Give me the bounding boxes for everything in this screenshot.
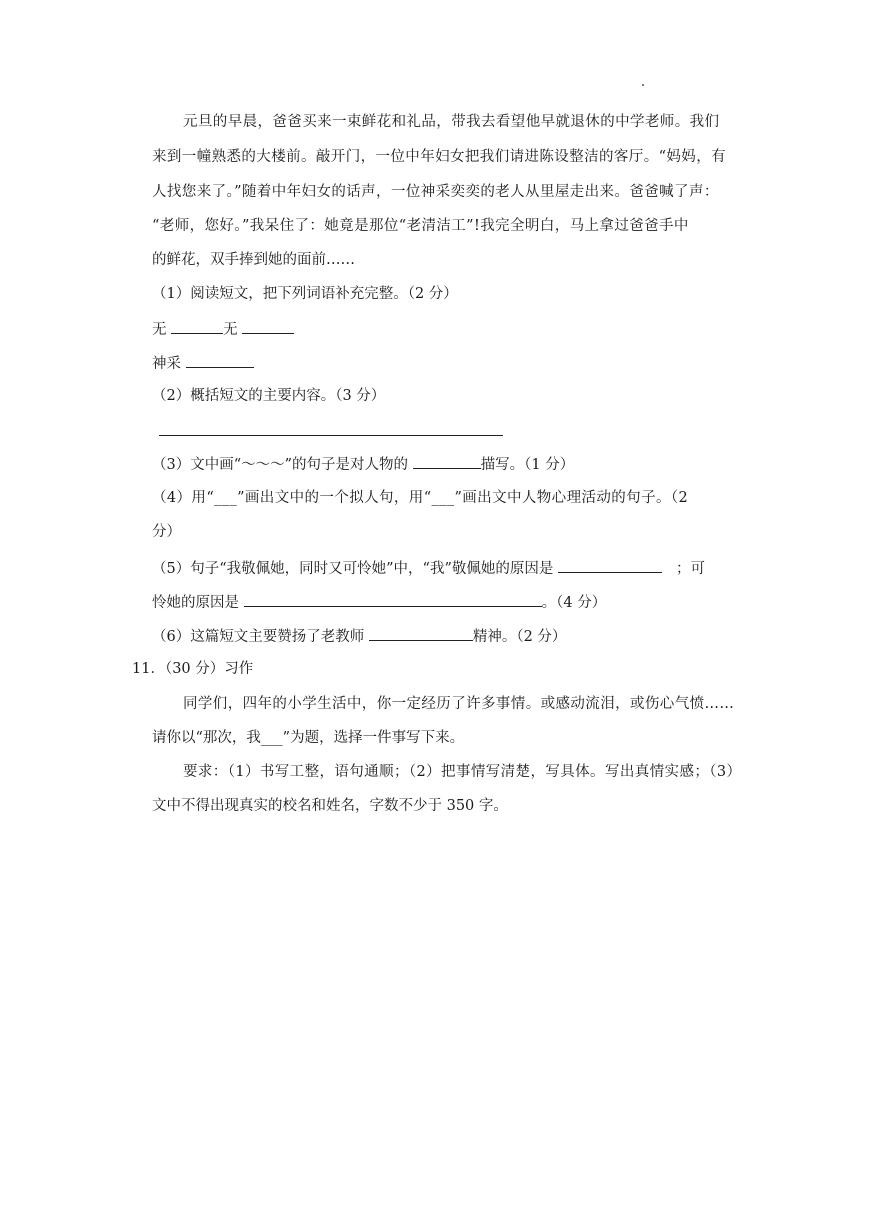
question-3 bbox=[152, 453, 574, 475]
question-1-word-row bbox=[152, 318, 294, 340]
section-11-para-1-line-1: 同学们，四年的小学生活中，你一定经历了许多事情。或感动流泪，或伤心气愤…… bbox=[183, 696, 735, 712]
passage-line-4: “老师，您好。”我呆住了：她竟是那位“老清洁工”!我完全明白，马上拿过爸爸手中 bbox=[152, 218, 689, 234]
q1-word-prefix-3: 神采 bbox=[152, 356, 186, 372]
q1-word-prefix-1: 无 bbox=[152, 322, 172, 338]
q1-blank-3[interactable] bbox=[186, 352, 254, 368]
question-2: （2）概括短文的主要内容。（3 分） bbox=[152, 388, 386, 404]
passage-line-3: 人找您来了。”随着中年妇女的话声，一位神采奕奕的老人从里屋走出来。爸爸喊了声： bbox=[152, 184, 719, 200]
passage-line-5: 的鲜花，双手捧到她的面前…… bbox=[152, 252, 355, 268]
section-11-para-1-line-2: 请你以“那次，我___”为题，选择一件事写下来。 bbox=[152, 730, 465, 746]
q3-text-pre: （3）文中画“～～～”的句子是对人物的 bbox=[152, 457, 413, 473]
q6-blank[interactable] bbox=[369, 625, 473, 641]
question-1: （1）阅读短文，把下列词语补充完整。（2 分） bbox=[152, 286, 458, 302]
q5-line2-pre: 怜她的原因是 bbox=[152, 595, 244, 611]
q1-word-prefix-2: 无 bbox=[223, 322, 243, 338]
question-4-line-2: 分） bbox=[152, 524, 181, 540]
q6-text-pre: （6）这篇短文主要赞扬了老教师 bbox=[152, 629, 369, 645]
q5-text-pre: （5）句子“我敬佩她，同时又可怜她”中，“我”敬佩她的原因是 bbox=[152, 561, 558, 577]
passage-line-2: 来到一幢熟悉的大楼前。敲开门，一位中年妇女把我们请进陈设整洁的客厅。“妈妈，有 bbox=[152, 149, 727, 165]
section-11-heading: 11．（30 分）习作 bbox=[132, 661, 254, 677]
q3-blank[interactable] bbox=[413, 453, 481, 469]
question-1-word-row-2 bbox=[152, 352, 254, 374]
page-dot-mark bbox=[642, 84, 644, 86]
q2-answer-line[interactable] bbox=[159, 435, 503, 436]
q6-text-post: 精神。（2 分） bbox=[472, 629, 567, 645]
question-6 bbox=[152, 625, 566, 647]
section-11-para-2-line-1: 要求：（1）书写工整，语句通顺；（2）把事情写清楚，写具体。写出真情实感；（3） bbox=[183, 764, 742, 780]
q1-blank-2[interactable] bbox=[242, 318, 294, 334]
q3-text-post: 描写。（1 分） bbox=[480, 457, 575, 473]
section-11-para-2-line-2: 文中不得出现真实的校名和姓名，字数不少于 350 字。 bbox=[152, 798, 508, 814]
q5-line2-post: 。（4 分） bbox=[541, 595, 607, 611]
q5-blank-2[interactable] bbox=[244, 591, 542, 607]
passage-line-1: 元旦的早晨，爸爸买来一束鲜花和礼品，带我去看望他早就退休的中学老师。我们 bbox=[183, 114, 720, 130]
question-5-line-2 bbox=[152, 591, 606, 613]
q5-text-post: ；可 bbox=[675, 561, 705, 577]
q1-blank-1[interactable] bbox=[171, 318, 223, 334]
q5-blank-1[interactable] bbox=[558, 557, 662, 573]
question-5-line-1 bbox=[152, 557, 705, 579]
question-4-line-1: （4）用“___”画出文中的一个拟人句，用“___”画出文中人物心理活动的句子。（2 bbox=[152, 490, 689, 506]
